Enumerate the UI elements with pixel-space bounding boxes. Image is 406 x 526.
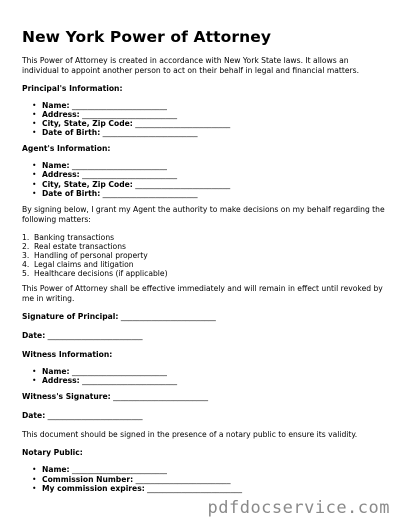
matter-item: 2. Real estate transactions (22, 241, 126, 251)
bullet-icon: • (32, 474, 37, 484)
fill-in-blank[interactable]: _________________________ (102, 128, 198, 138)
witness-signature-line: Witness's Signature: _________________________ (22, 392, 209, 402)
principal-city-field: • City, State, Zip Code: _________________________ (32, 119, 231, 129)
agent-fields (22, 161, 386, 197)
bullet-icon: • (32, 483, 37, 493)
fill-in-blank[interactable]: _________________________ (135, 119, 231, 129)
witness-name-field: • Name: _________________________ (32, 367, 167, 377)
bullet-icon: • (32, 465, 37, 475)
agent-dob-field: • Date of Birth: _________________________ (32, 188, 198, 198)
fill-in-blank[interactable]: _________________________ (72, 465, 167, 475)
authority-paragraph: By signing below, I grant my Agent the authority to make decisions on my behalf regarding the following matters: (22, 204, 385, 224)
document-page (22, 27, 386, 500)
bullet-icon: • (32, 161, 37, 171)
notary-heading: Notary Public: (22, 448, 83, 458)
bullet-icon: • (32, 376, 37, 386)
principal-name-field: • Name: _________________________ (32, 101, 167, 110)
bullet-icon: • (32, 101, 37, 110)
notary-fields (22, 465, 386, 492)
watermark-text: pdfdocservice.com (207, 498, 390, 518)
fill-in-blank[interactable]: _________________________ (82, 170, 178, 180)
notary-paragraph: This document should be signed in the presence of a notary public to ensure its validity. (22, 430, 358, 440)
fill-in-blank[interactable]: _________________________ (47, 411, 143, 421)
fill-in-blank[interactable]: _________________________ (72, 161, 167, 171)
bullet-icon: • (32, 170, 37, 180)
matter-item: 1. Banking transactions (22, 232, 115, 242)
bullet-icon: • (32, 188, 37, 198)
matter-item: 5. Healthcare decisions (if applicable) (22, 269, 168, 279)
witness-fields (22, 367, 386, 385)
fill-in-blank[interactable]: _________________________ (135, 474, 231, 484)
bullet-icon: • (32, 179, 37, 189)
bullet-icon: • (32, 110, 37, 120)
notary-name-field: • Name: _________________________ (32, 465, 167, 475)
agent-address-field: • Address: _________________________ (32, 170, 178, 180)
principal-address-field: • Address: _________________________ (32, 110, 178, 120)
bullet-icon: • (32, 128, 37, 138)
agent-name-field: • Name: _________________________ (32, 161, 167, 171)
notary-expires-field: • My commission expires: _________________________ (32, 483, 243, 493)
agent-city-field: • City, State, Zip Code: _________________________ (32, 179, 231, 189)
principal-date-line: Date: _________________________ (22, 331, 143, 341)
fill-in-blank[interactable]: _________________________ (113, 392, 209, 402)
matter-item: 4. Legal claims and litigation (22, 260, 134, 270)
fill-in-blank[interactable]: _________________________ (147, 483, 243, 493)
bullet-icon: • (32, 367, 37, 377)
principal-dob-field: • Date of Birth: _________________________ (32, 128, 198, 138)
fill-in-blank[interactable]: _________________________ (82, 110, 178, 120)
fill-in-blank[interactable]: _________________________ (135, 179, 231, 189)
witness-heading: Witness Information: (22, 350, 113, 360)
principal-heading: Principal's Information: (22, 84, 123, 93)
fill-in-blank[interactable]: _________________________ (72, 101, 167, 110)
fill-in-blank[interactable]: _________________________ (102, 188, 198, 198)
witness-date-line: Date: _________________________ (22, 411, 143, 421)
matter-item: 3. Handling of personal property (22, 250, 148, 260)
principal-fields (22, 101, 386, 137)
fill-in-blank[interactable]: _________________________ (82, 376, 178, 386)
witness-address-field: • Address: _________________________ (32, 376, 178, 386)
document-title: New York Power of Attorney (22, 28, 272, 46)
notary-commission-field: • Commission Number: _________________________ (32, 474, 231, 484)
bullet-icon: • (32, 119, 37, 129)
fill-in-blank[interactable]: _________________________ (47, 331, 143, 341)
intro-paragraph: This Power of Attorney is created in accordance with New York State laws. It allows an individual to appoint another person to act on their behalf in legal and financial matters. (22, 56, 360, 75)
effective-paragraph: This Power of Attorney shall be effective immediately and will remain in effect until revoked by me in writing. (22, 284, 383, 304)
fill-in-blank[interactable]: _________________________ (72, 367, 167, 377)
agent-heading: Agent's Information: (22, 144, 111, 154)
matters-list (22, 233, 386, 278)
fill-in-blank[interactable]: _________________________ (120, 312, 216, 322)
principal-signature-line: Signature of Principal: _________________________ (22, 312, 216, 322)
